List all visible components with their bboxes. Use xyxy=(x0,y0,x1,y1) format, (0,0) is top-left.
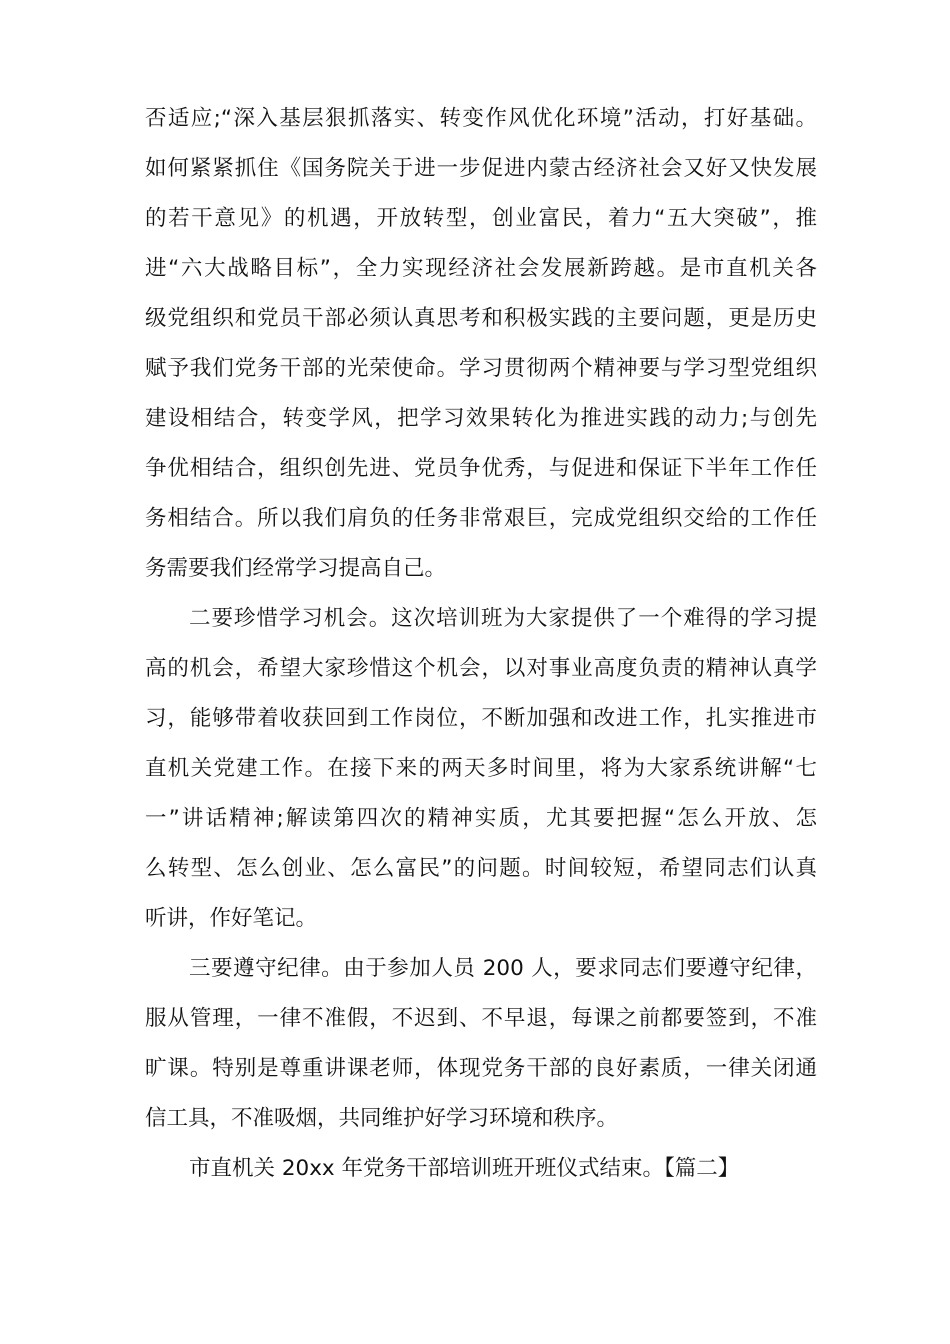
text-line: 否适应;“深入基层狠抓落实、转变作风优化环境”活动，打好基础。 xyxy=(145,106,817,131)
text-line: 听讲，作好笔记。 xyxy=(145,906,318,931)
text-line: 赋予我们党务干部的光荣使命。学习贯彻两个精神要与学习型党组织 xyxy=(145,356,817,381)
text-line: 争优相结合，组织创先进、党员争优秀，与促进和保证下半年工作任 xyxy=(145,456,817,481)
text-line: 进“六大战略目标”，全力实现经济社会发展新跨越。是市直机关各 xyxy=(145,256,817,281)
text-line: 务相结合。所以我们肩负的任务非常艰巨，完成党组织交给的工作任 xyxy=(145,506,817,531)
text-line: 么转型、怎么创业、怎么富民”的问题。时间较短，希望同志们认真 xyxy=(145,856,817,881)
text-line: 级党组织和党员干部必须认真思考和积极实践的主要问题，更是历史 xyxy=(145,306,817,331)
text-line: 信工具，不准吸烟，共同维护好学习环境和秩序。 xyxy=(145,1106,619,1131)
text-line: 的若干意见》的机遇，开放转型，创业富民，着力“五大突破”，推 xyxy=(145,206,817,231)
text-line: 服从管理，一律不准假，不迟到、不早退，每课之前都要签到，不准 xyxy=(145,1006,817,1031)
text-line: 习，能够带着收获回到工作岗位，不断加强和改进工作，扎实推进市 xyxy=(145,706,817,731)
text-line: 建设相结合，转变学风，把学习效果转化为推进实践的动力;与创先 xyxy=(145,406,817,431)
text-line: 市直机关 20xx 年党务干部培训班开班仪式结束。【篇二】 xyxy=(189,1156,740,1181)
text-line: 直机关党建工作。在接下来的两天多时间里，将为大家系统讲解“七 xyxy=(145,756,817,781)
text-line: 三要遵守纪律。由于参加人员 200 人，要求同志们要遵守纪律， xyxy=(189,956,817,981)
text-line: 二要珍惜学习机会。这次培训班为大家提供了一个难得的学习提 xyxy=(189,606,817,631)
text-line: 一”讲话精神;解读第四次的精神实质，尤其要把握“怎么开放、怎 xyxy=(145,806,817,831)
text-line: 旷课。特别是尊重讲课老师，体现党务干部的良好素质，一律关闭通 xyxy=(145,1056,817,1081)
text-line: 如何紧紧抓住《国务院关于进一步促进内蒙古经济社会又好又快发展 xyxy=(145,156,817,181)
text-line: 务需要我们经常学习提高自己。 xyxy=(145,556,447,581)
text-line: 高的机会，希望大家珍惜这个机会，以对事业高度负责的精神认真学 xyxy=(145,656,817,681)
document-body xyxy=(145,94,817,1194)
